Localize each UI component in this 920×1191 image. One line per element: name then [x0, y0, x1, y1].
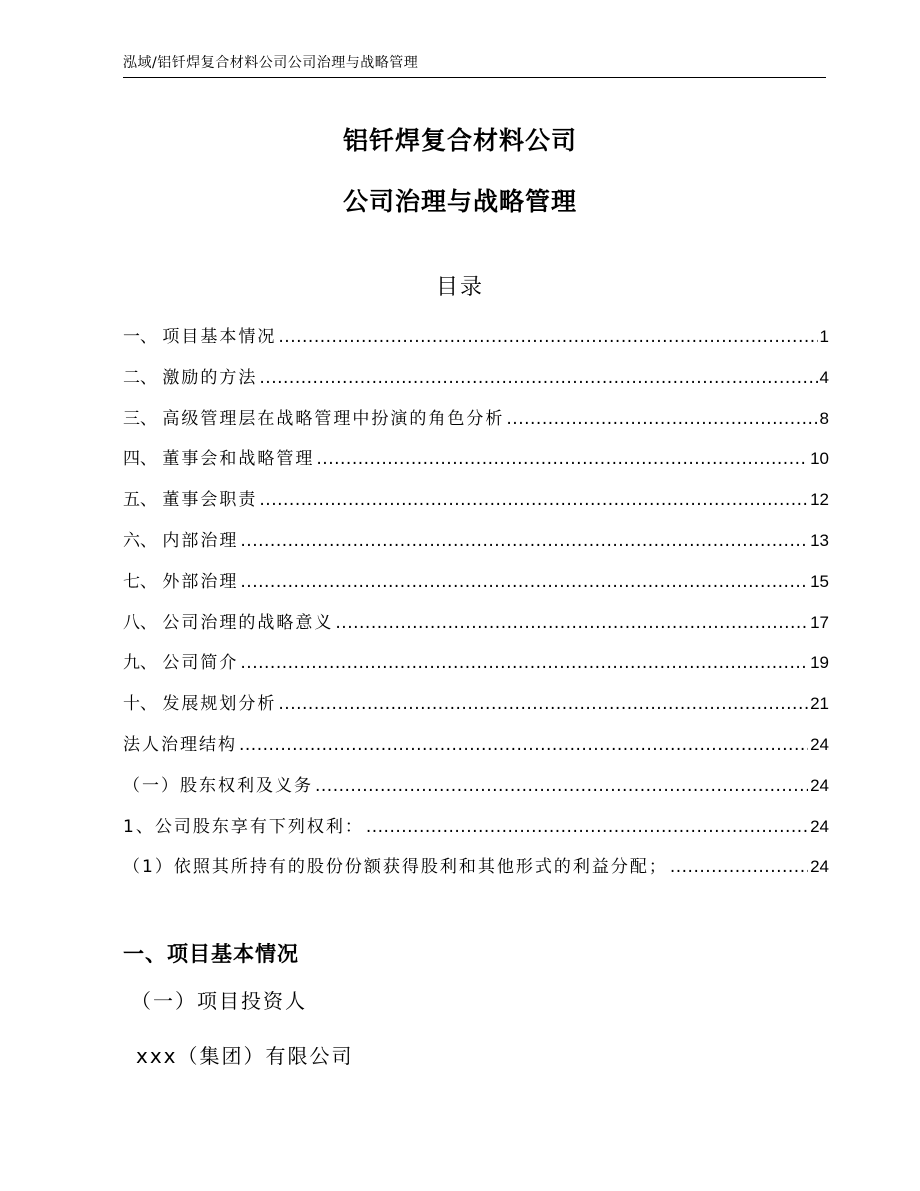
toc-entry[interactable] — [123, 730, 829, 771]
toc-dot-leader — [506, 404, 817, 434]
toc-entry-number: 三、 — [123, 408, 163, 429]
toc-entry-label: 激励的方法 — [162, 367, 258, 388]
toc-entry[interactable] — [123, 322, 829, 363]
toc-entry-page: 15 — [810, 571, 829, 591]
toc-entry-page: 21 — [810, 694, 829, 714]
toc-heading: 目录 — [435, 275, 484, 300]
toc-entry-page: 24 — [810, 775, 829, 795]
toc-dot-leader — [315, 771, 808, 801]
toc-entry-label: 发展规划分析 — [162, 694, 277, 715]
toc-entry-label: 董事会和战略管理 — [162, 449, 315, 470]
toc-entry-number: 四、 — [123, 449, 163, 470]
toc-entry[interactable] — [123, 526, 829, 567]
toc-entry-label: 项目基本情况 — [162, 327, 277, 347]
toc-entry-label: 内部治理 — [162, 530, 239, 551]
toc-entry[interactable] — [123, 363, 829, 404]
toc-entry-page: 24 — [810, 734, 829, 754]
toc-entry-number: 一、 — [123, 327, 163, 347]
toc-dot-leader — [259, 363, 817, 393]
toc-dot-leader — [278, 322, 817, 352]
section-heading: 一、项目基本情况 — [123, 942, 299, 966]
toc-entry[interactable] — [123, 567, 829, 608]
toc-entry-label: 董事会职责 — [162, 490, 258, 511]
toc-entry-number: 五、 — [123, 490, 163, 511]
toc-entry-label: 高级管理层在战略管理中扮演的角色分析 — [162, 408, 505, 429]
subsection-heading: （一）项目投资人 — [131, 989, 307, 1013]
toc-entry[interactable] — [123, 648, 829, 689]
toc-entry-page: 10 — [810, 449, 829, 469]
toc-entry-number: 六、 — [123, 530, 163, 551]
toc-entry[interactable] — [123, 444, 829, 485]
toc-entry-page: 8 — [819, 408, 829, 428]
toc-entry-page: 24 — [810, 816, 829, 836]
toc-dot-leader — [278, 689, 808, 719]
toc-entry-page: 17 — [810, 612, 829, 632]
document-title-company: 铝钎焊复合材料公司 — [342, 126, 577, 155]
document-title-subject: 公司治理与战略管理 — [342, 187, 577, 216]
toc-entry-label: 外部治理 — [162, 571, 239, 592]
toc-entry[interactable] — [123, 608, 829, 649]
toc-entry-page: 12 — [810, 490, 829, 510]
toc-entry-number: 七、 — [123, 571, 163, 592]
toc-dot-leader — [259, 485, 808, 515]
header-divider — [123, 77, 826, 78]
toc-entry-number: 十、 — [123, 694, 163, 715]
toc-dot-leader — [240, 526, 808, 556]
toc-entry-page: 4 — [819, 367, 829, 387]
toc-entry-page: 24 — [810, 857, 829, 877]
toc-entry[interactable] — [123, 404, 829, 445]
toc-entry-number: 八、 — [123, 612, 163, 633]
toc-entry[interactable] — [123, 852, 829, 893]
toc-entry-page: 13 — [810, 530, 829, 550]
table-of-contents — [123, 322, 829, 893]
toc-dot-leader — [240, 567, 808, 597]
toc-entry-label: 1、公司股东享有下列权利： — [123, 816, 364, 837]
body-paragraph: xxx（集团）有限公司 — [136, 1044, 354, 1068]
toc-entry-label: 法人治理结构 — [123, 734, 237, 755]
toc-entry-number: 九、 — [123, 653, 163, 674]
toc-entry[interactable] — [123, 812, 829, 853]
toc-entry-page: 1 — [819, 327, 829, 346]
toc-entry-number: 二、 — [123, 367, 163, 388]
toc-entry-label: （一）股东权利及义务 — [123, 775, 313, 796]
toc-dot-leader — [240, 648, 808, 678]
toc-entry-label: （1）依照其所持有的股份份额获得股利和其他形式的利益分配； — [123, 857, 668, 878]
running-header: 泓域/铝钎焊复合材料公司公司治理与战略管理 — [123, 55, 419, 71]
toc-entry-label: 公司简介 — [162, 653, 239, 674]
toc-entry[interactable] — [123, 771, 829, 812]
toc-entry[interactable] — [123, 485, 829, 526]
toc-dot-leader — [670, 852, 808, 882]
toc-entry-label: 公司治理的战略意义 — [162, 612, 334, 633]
toc-dot-leader — [335, 608, 808, 638]
toc-entry[interactable] — [123, 689, 829, 730]
toc-dot-leader — [239, 730, 808, 760]
toc-dot-leader — [316, 444, 808, 474]
toc-dot-leader — [366, 812, 808, 842]
toc-entry-page: 19 — [810, 653, 829, 673]
